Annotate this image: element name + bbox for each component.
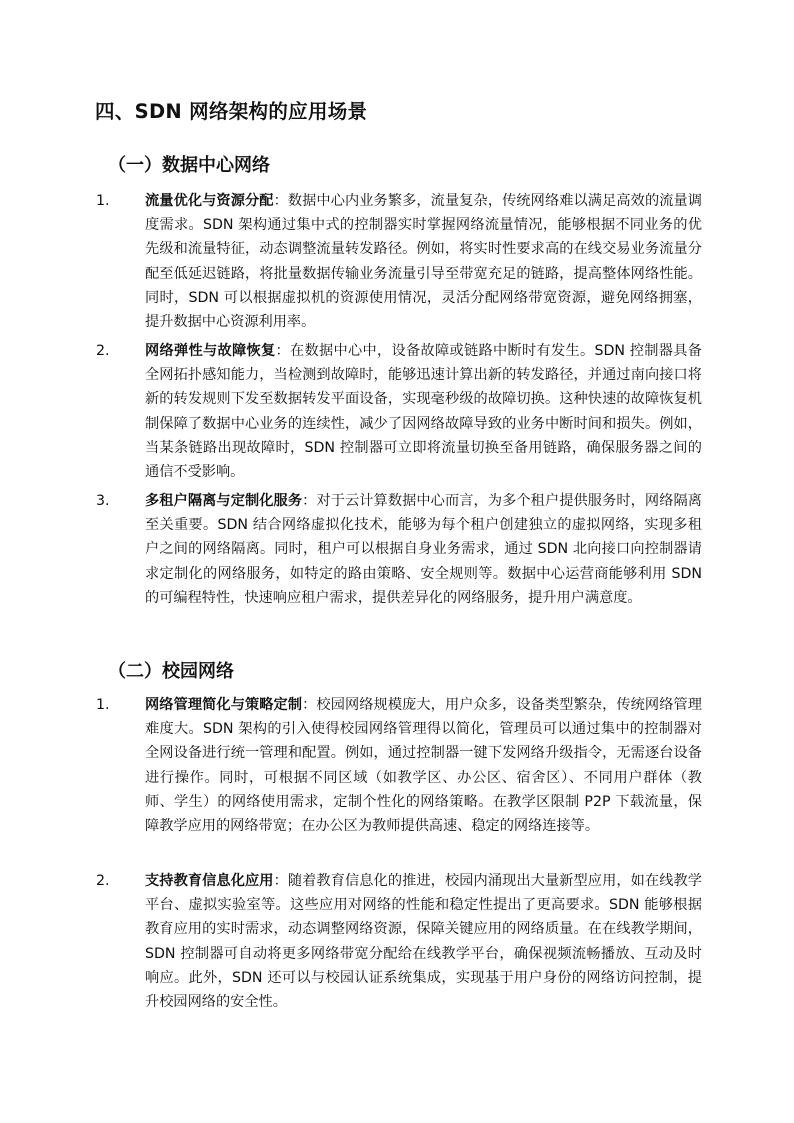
- subsection-title-campus: （二）校园网络: [108, 661, 234, 682]
- list-item-number: 1.: [96, 697, 110, 713]
- list-item-keyword: 多租户隔离与定制化服务: [145, 493, 303, 509]
- list-item: [96, 189, 700, 334]
- list-item-text: ：校园网络规模庞大，用户众多，设备类型繁杂，传统网络管理难度大。SDN 架构的引入使得校园网络管理得以简化，管理员可以通过集中的控制器对全网设备进行统一管理和配置。例如，通过控制器一键下发网络升级指令，无需逐台设备进行操作。同时，可根据不同区域（如教学区、办公区、宿舍区）、不同用户群体（教师、学生）的网络使用需求，定制个性化的网络策略。在教学区限制 P2P 下载流量，保障教学应用的网络带宽；在办公区为教师提供高速、稳定的网络连接等。: [145, 697, 702, 835]
- list-item: [96, 869, 700, 1014]
- list-item-number: 2.: [96, 343, 110, 359]
- list-item-keyword: 网络管理简化与策略定制: [145, 697, 303, 713]
- list-item-text: ：数据中心内业务繁多，流量复杂，传统网络难以满足高效的流量调度需求。SDN 架构通过集中式的控制器实时掌握网络流量情况，能够根据不同业务的优先级和流量特征，动态调整流量转发路径。例如，将实时性要求高的在线交易业务流量分配至低延迟链路，将批量数据传输业务流量引导至带宽充足的链路，提高整体网络性能。同时，SDN 可以根据虚拟机的资源使用情况，灵活分配网络带宽资源，避免网络拥塞，提升数据中心资源利用率。: [145, 193, 702, 331]
- list-item-body: [145, 489, 702, 610]
- list-item-text: ：对于云计算数据中心而言，为多个租户提供服务时，网络隔离至关重要。SDN 结合网络虚拟化技术，能够为每个租户创建独立的虚拟网络，实现多租户之间的网络隔离。同时，租户可以根据自身业务需求，通过 SDN 北向接口向控制器请求定制化的网络服务，如特定的路由策略、安全规则等。数据中心运营商能够利用 SDN 的可编程特性，快速响应租户需求，提供差异化的网络服务，提升用户满意度。: [145, 493, 702, 606]
- list-item-body: [145, 189, 702, 334]
- list-item: [96, 339, 700, 484]
- list-item: [96, 693, 700, 838]
- list-item: [96, 489, 700, 610]
- list-item-number: 3.: [96, 493, 110, 509]
- list-item-text: ：随着教育信息化的推进，校园内涌现出大量新型应用，如在线教学平台、虚拟实验室等。这些应用对网络的性能和稳定性提出了更高要求。SDN 能够根据教育应用的实时需求，动态调整网络资源，保障关键应用的网络质量。在在线教学期间，SDN 控制器可自动将更多网络带宽分配给在线教学平台，确保视频流畅播放、互动及时响应。此外，SDN 还可以与校园认证系统集成，实现基于用户身份的网络访问控制，提升校园网络的安全性。: [145, 873, 702, 1011]
- list-item-body: [145, 693, 702, 838]
- list-item-keyword: 流量优化与资源分配: [145, 193, 274, 209]
- list-item-number: 1.: [96, 193, 110, 209]
- list-item-number: 2.: [96, 873, 110, 889]
- subsection-title-data-center: （一）数据中心网络: [108, 155, 270, 176]
- section-title: 四、SDN 网络架构的应用场景: [95, 100, 368, 123]
- list-item-keyword: 支持教育信息化应用: [145, 873, 274, 889]
- list-item-body: [145, 869, 702, 1014]
- list-item-body: [145, 339, 702, 484]
- list-item-keyword: 网络弹性与故障恢复: [145, 343, 276, 359]
- list-item-text: ：在数据中心中，设备故障或链路中断时有发生。SDN 控制器具备全网拓扑感知能力，当检测到故障时，能够迅速计算出新的转发路径，并通过南向接口将新的转发规则下发至数据转发平面设备，实现毫秒级的故障切换。这种快速的故障恢复机制保障了数据中心业务的连续性，减少了因网络故障导致的业务中断时间和损失。例如，当某条链路出现故障时，SDN 控制器可立即将流量切换至备用链路，确保服务器之间的通信不受影响。: [145, 343, 702, 481]
